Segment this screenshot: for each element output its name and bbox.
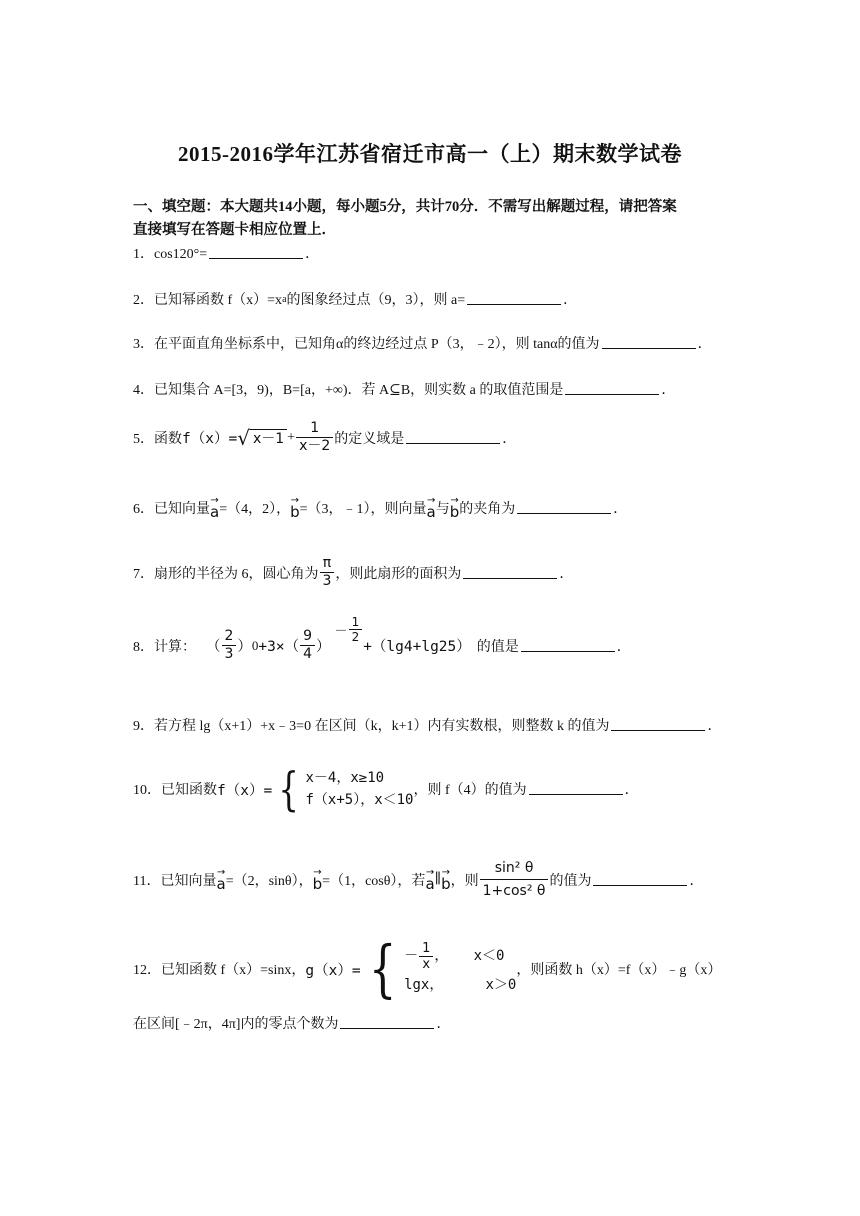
piecewise-cases xyxy=(404,941,516,998)
case-2: f（x+5），x＜10 xyxy=(305,792,414,808)
question-9 xyxy=(133,715,721,735)
vector-arrow-icon: → xyxy=(210,495,219,506)
question-7 xyxy=(133,555,573,590)
fraction-denominator: 1+cos² θ xyxy=(480,879,549,902)
question-11-end: ． xyxy=(689,873,704,889)
plus-sign: + xyxy=(287,429,296,445)
question-6-end: ． xyxy=(613,502,628,517)
minus-sign: － xyxy=(404,948,419,964)
question-2 xyxy=(133,289,577,309)
section-heading-line-1: 一、填空题：本大题共14小题，每小题5分，共计70分．不需写出解题过程，请把答案 xyxy=(133,199,677,215)
question-4-end: ． xyxy=(661,383,676,398)
fraction-numerator: 2 xyxy=(224,628,234,644)
question-5-post: 的定义域是 xyxy=(334,431,405,447)
answer-blank-6[interactable] xyxy=(517,512,611,514)
parallel-symbol: ∥ xyxy=(434,872,442,887)
vector-a xyxy=(427,497,436,519)
question-7-post: ，则此扇形的面积为 xyxy=(335,566,462,582)
fraction-numerator: sin² θ xyxy=(494,860,534,876)
question-3-end: ． xyxy=(697,337,712,352)
vector-a-letter: a xyxy=(426,503,436,521)
exponent-zero: 0 xyxy=(251,637,259,653)
question-12 xyxy=(133,932,722,1005)
fraction-numerator: 1 xyxy=(310,420,320,436)
vector-a-value: =（4，2）， xyxy=(219,502,291,517)
fraction-denominator: 3 xyxy=(320,572,335,590)
question-5-pre: 5．函数 xyxy=(133,431,182,447)
vector-b xyxy=(450,497,460,519)
answer-blank-9[interactable] xyxy=(611,729,705,731)
question-8 xyxy=(133,615,631,663)
question-12-post: ，则函数 h（x）=f（x）﹣g（x） xyxy=(516,963,722,978)
brace-icon: { xyxy=(368,932,397,1005)
section-heading xyxy=(133,196,753,242)
fraction-sin2-over-1-cos2 xyxy=(480,857,549,902)
case-1-condition: ， x＜0 xyxy=(434,948,505,964)
fraction-numerator: 9 xyxy=(303,628,313,644)
question-5 xyxy=(133,420,516,455)
vector-b xyxy=(441,866,451,893)
vector-arrow-icon: → xyxy=(441,866,451,878)
question-12-line-2 xyxy=(133,1013,450,1033)
answer-blank-4[interactable] xyxy=(565,393,659,395)
question-10-end: ． xyxy=(624,783,639,798)
question-12-line-2-text: 在区间[﹣2π，4π]内的零点个数为 xyxy=(133,1017,339,1032)
vector-a-value: =（2，sinθ）， xyxy=(225,873,313,889)
question-2-pre: 2．已知幂函数 f（x）=x xyxy=(133,293,283,308)
vector-arrow-icon: → xyxy=(450,495,459,506)
case-1 xyxy=(404,941,516,972)
vector-b-letter: b xyxy=(290,503,300,521)
case-1: x－4，x≥10 xyxy=(305,770,385,786)
close-paren: ） xyxy=(237,639,252,655)
answer-blank-7[interactable] xyxy=(463,577,557,579)
radicand: x－1 xyxy=(250,429,287,448)
question-3 xyxy=(133,333,712,353)
answer-blank-2[interactable] xyxy=(467,303,561,305)
question-11-post: 的值为 xyxy=(549,873,592,889)
close-paren: ） xyxy=(316,639,331,655)
question-4-text: 4．已知集合 A=[3，9)，B=[a，+∞)．若 A⊆B，则实数 a 的取值范围是 xyxy=(133,383,564,398)
answer-blank-11[interactable] xyxy=(593,884,687,886)
vector-b xyxy=(312,866,323,893)
fraction-denominator: 2 xyxy=(349,629,363,644)
question-1 xyxy=(133,243,319,263)
vector-b-letter: b xyxy=(441,874,451,893)
piecewise-cases xyxy=(305,767,413,811)
sqrt-expression xyxy=(237,425,287,450)
conjunction-text: 与 xyxy=(435,502,450,517)
fraction-2-over-3 xyxy=(222,628,237,663)
vector-arrow-icon: → xyxy=(313,866,322,878)
vector-arrow-icon: → xyxy=(290,495,300,506)
answer-blank-5[interactable] xyxy=(406,442,500,444)
piecewise-brace xyxy=(274,762,303,816)
question-8-end: ． xyxy=(616,639,631,655)
answer-blank-8[interactable] xyxy=(521,650,615,652)
question-12-pre: 12．已知函数 f（x）=sinx， xyxy=(133,963,306,978)
function-f-label: f（x）= xyxy=(182,431,238,447)
vector-a-letter: a xyxy=(425,874,435,893)
page-title: 2015-2016学年江苏省宿迁市高一（上）期末数学试卷 xyxy=(178,142,682,166)
question-8-post: 的值是 xyxy=(476,639,519,655)
case-2: lgx， x＞0 xyxy=(404,976,517,993)
question-2-post: 的图象经过点（9，3），则 a= xyxy=(286,293,466,308)
question-7-end: ． xyxy=(559,566,574,582)
times-three: +3×（ xyxy=(258,639,300,655)
vector-arrow-icon: → xyxy=(425,866,435,878)
answer-blank-12[interactable] xyxy=(340,1027,434,1029)
vector-a-letter: a xyxy=(210,503,220,521)
function-g-label: g（x）= xyxy=(305,962,361,979)
question-2-end: ． xyxy=(563,293,578,308)
answer-blank-1[interactable] xyxy=(209,257,303,259)
vector-b-letter: b xyxy=(312,874,323,893)
vector-a xyxy=(425,866,435,893)
fraction-denominator: 4 xyxy=(300,645,315,663)
section-heading-line-2: 直接填写在答题卡相应位置上． xyxy=(133,222,336,238)
question-7-pre: 7．扇形的半径为 6，圆心角为 xyxy=(133,566,319,582)
then-text: ，则 xyxy=(450,873,479,889)
minus-sign: － xyxy=(334,623,348,638)
piecewise-brace xyxy=(363,932,402,1005)
question-10-post: ，则 f（4）的值为 xyxy=(413,783,527,798)
fraction-denominator: x－2 xyxy=(296,437,333,455)
answer-blank-10[interactable] xyxy=(529,793,623,795)
question-6-pre: 6．已知向量 xyxy=(133,502,210,517)
function-f-label: f（x）= xyxy=(217,782,273,799)
fraction-pi-over-3 xyxy=(320,555,335,590)
question-5-end: ． xyxy=(502,431,517,447)
open-paren: （ xyxy=(206,639,221,655)
vector-b-value: =（1，cosθ），若 xyxy=(322,873,426,889)
brace-icon: { xyxy=(278,762,300,816)
question-10 xyxy=(133,762,639,816)
vector-b-letter: b xyxy=(449,503,460,521)
question-3-text: 3．在平面直角坐标系中，已知角α的终边经过点 P（3，﹣2），则 tanα的值为 xyxy=(133,337,600,352)
vector-arrow-icon: → xyxy=(216,866,226,878)
fraction-numerator: 1 xyxy=(351,615,360,629)
exponent-neg-half xyxy=(335,615,364,644)
vector-a xyxy=(210,497,219,519)
question-4 xyxy=(133,379,675,399)
fraction-1-over-x-2 xyxy=(296,420,333,455)
question-11 xyxy=(133,857,703,902)
question-6-post: 的夹角为 xyxy=(459,502,516,517)
question-1-text: 1．cos120°= xyxy=(133,247,208,262)
question-10-pre: 10．已知函数 xyxy=(133,783,217,798)
vector-a-letter: a xyxy=(216,874,226,893)
fraction-1-over-x xyxy=(419,941,433,972)
fraction-denominator: 3 xyxy=(222,645,237,663)
exponent-a: a xyxy=(282,293,287,305)
fraction-numerator: 1 xyxy=(422,940,431,956)
question-1-end: ． xyxy=(305,247,320,262)
radical-sign: √ xyxy=(237,425,250,450)
fraction-denominator: x xyxy=(419,956,433,972)
answer-blank-3[interactable] xyxy=(602,347,696,349)
vector-b xyxy=(290,497,300,519)
question-8-pre: 8．计算： xyxy=(133,639,196,655)
fraction-9-over-4 xyxy=(300,628,315,663)
question-6 xyxy=(133,497,627,519)
question-9-text: 9．若方程 lg（x+1）+x﹣3=0 在区间（k，k+1）内有实数根，则整数 k 的值为 xyxy=(133,719,610,734)
vector-a xyxy=(216,866,226,893)
question-9-end: ． xyxy=(707,719,722,734)
vector-b-value: =（3，﹣1），则向量 xyxy=(299,502,427,517)
fraction-numerator: π xyxy=(322,555,332,571)
question-11-pre: 11．已知向量 xyxy=(133,873,217,889)
question-12-end: ． xyxy=(436,1017,451,1032)
fraction-1-over-2 xyxy=(349,615,363,644)
vector-arrow-icon: → xyxy=(426,495,436,506)
log-expression: +（lg4+lg25） xyxy=(363,639,471,655)
